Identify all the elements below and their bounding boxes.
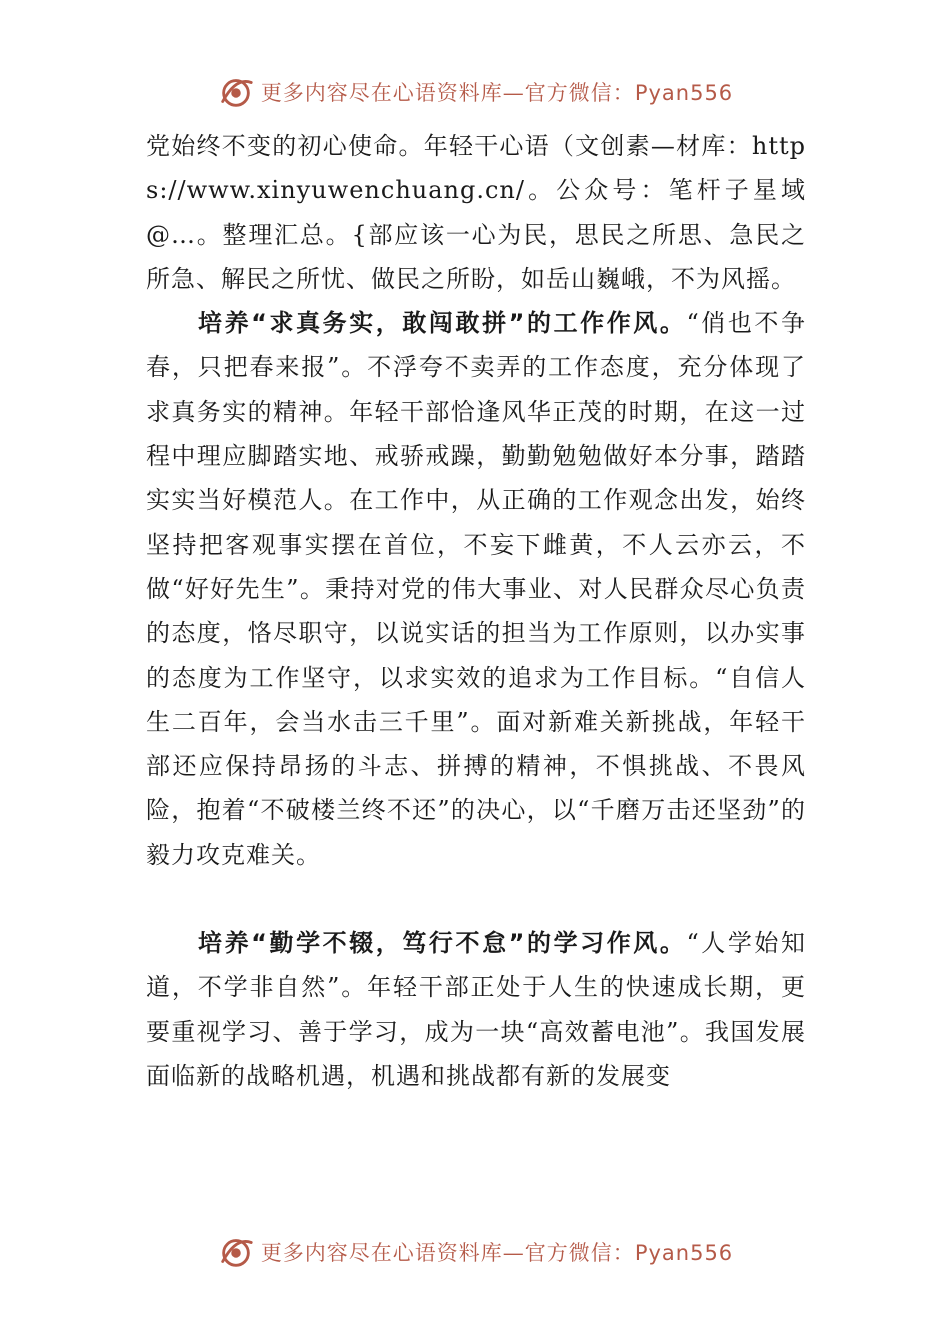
paragraph-3-text: “人学始知道，不学非自然”。年轻干部正处于人生的快速成长期，更要重视学习、善于学习，成为一块“高效蓄电池”。我国发展面临新的战略机遇，机遇和挑战都有新的发展变 bbox=[146, 929, 806, 1090]
banner-text bbox=[261, 1237, 733, 1267]
paragraph-1-text: 党始终不变的初心使命。年轻干心语（文创素—材库：https://www.xinyuwenchuang.cn/。公众号：笔杆子星域@…。整理汇总。{部应该一心为民，思民之所思、急民之所急、解民之所忧、做民之所盼，如岳山巍峨，不为风摇。 bbox=[146, 132, 806, 293]
paragraph-3-heading: 培养“勤学不辍，笃行不怠”的学习作风。 bbox=[198, 929, 687, 958]
paragraph-1 bbox=[146, 124, 806, 301]
banner-wechat-id: Pyan556 bbox=[634, 81, 734, 105]
banner-slogan: 更多内容尽在心语资料库—官方微信： bbox=[260, 81, 635, 105]
footer-banner bbox=[0, 1232, 950, 1272]
banner-slogan: 更多内容尽在心语资料库—官方微信： bbox=[260, 1241, 635, 1265]
banner-wechat-id: Pyan556 bbox=[634, 1241, 734, 1265]
paragraph-3 bbox=[146, 921, 806, 1098]
paragraph-2 bbox=[146, 301, 806, 877]
paragraph-2-heading: 培养“求真务实，敢闯敢拼”的工作作风。 bbox=[198, 309, 687, 338]
document-body bbox=[146, 124, 806, 1098]
paragraph-2-text: “俏也不争春，只把春来报”。不浮夸不卖弄的工作态度，充分体现了求真务实的精神。年轻干部恰逢风华正茂的时期，在这一过程中理应脚踏实地、戒骄戒躁，勤勤勉勉做好本分事，踏踏实实当好模范人。在工作中，从正确的工作观念出发，始终坚持把客观事实摆在首位，不妄下雌黄，不人云亦云，不做“好好先生”。秉持对党的伟大事业、对人民群众尽心负责的态度，恪尽职守，以说实话的担当为工作原则，以办实事的态度为工作坚守，以求实效的追求为工作目标。“自信人生二百年，会当水击三千里”。面对新难关新挑战，年轻干部还应保持昂扬的斗志、拼搏的精神，不惧挑战、不畏风险，抱着“不破楼兰终不还”的决心，以“千磨万击还坚劲”的毅力攻克难关。 bbox=[146, 309, 806, 869]
logo-icon bbox=[217, 1233, 255, 1271]
header-banner bbox=[0, 72, 950, 112]
banner-text bbox=[261, 77, 733, 107]
logo-icon bbox=[217, 73, 255, 111]
paragraph-spacer bbox=[146, 877, 806, 921]
